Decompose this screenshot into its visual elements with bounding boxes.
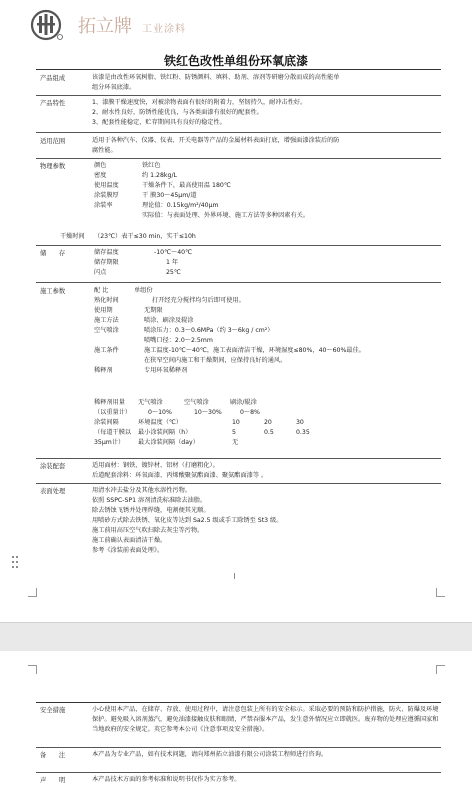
table-cell: 空气喷涂: [184, 399, 209, 406]
table-cell: 刷涂/辊涂: [230, 399, 257, 406]
table-cell: 0.5: [264, 429, 274, 436]
text-line: 用清水冲去盐分及其他水溶性污物。: [92, 487, 191, 494]
statement-text: 本产品技术方面的参考标准和说明书仅作为实方参考。: [92, 776, 241, 783]
text-line: 1、漆膜干燥速度快，对被涂物表面有很好的附着力，坚韧持久，耐冲击性好。: [92, 99, 307, 106]
param-name: 空气喷涂: [94, 327, 119, 334]
section-composition: [36, 71, 441, 96]
param-name: 储存温度: [94, 249, 119, 256]
param-name: （以重量计）: [94, 409, 132, 416]
param-name: （每道干膜以: [94, 429, 132, 436]
param-value: 理论值：0.15kg/m²/40μm: [142, 202, 219, 209]
param-name: 涂装率: [94, 202, 113, 209]
page-separator: [0, 622, 472, 652]
param-value: 喷涂压力：0.3～0.6MPa（约 3～6kg / cm²）: [144, 327, 274, 334]
param-value: 实际值：与表面处理、外界环境、施工方法等多种因素有关。: [142, 212, 310, 219]
param-value: 在狭窄空间内施工和干燥期间，应保持良好的通风。: [144, 357, 287, 364]
section-label: 备 注: [40, 752, 66, 759]
param-value: 25℃: [166, 269, 181, 276]
table-cell: 5: [232, 429, 236, 436]
param-value: 喷涂、刷涂及辊涂: [144, 317, 194, 324]
table-cell: 20: [264, 419, 272, 426]
document-page-2: [0, 651, 472, 806]
param-value: 干燥条件下，最高使用温 180℃: [142, 182, 231, 189]
section-physical: [36, 159, 441, 246]
param-name: 涂装间隔: [94, 419, 119, 426]
crop-mark-icon: [436, 665, 445, 674]
section-statement: [36, 773, 441, 793]
param-name: 密度: [94, 172, 107, 179]
page-tick-mark: [234, 573, 235, 579]
section-label: 产品组成: [40, 75, 66, 82]
brand-subtitle: 工业涂料: [142, 24, 186, 35]
section-scope: [36, 134, 441, 159]
brand-header: [30, 8, 330, 44]
param-name: 稀释剂: [94, 367, 113, 374]
text-line: 组分环氧底漆。: [92, 84, 136, 91]
section-surface: [36, 484, 441, 570]
table-cell: 无: [232, 439, 239, 446]
text-line: 参考《涂装前表面处理》。: [92, 547, 164, 554]
param-value: 干 膜30～45μm/道: [142, 192, 197, 199]
param-value: 喷嘴口径：2.0～2.5mm: [144, 337, 213, 344]
section-storage: [36, 246, 441, 283]
param-value: 单组份: [134, 287, 153, 294]
param-name: 配 比: [94, 287, 109, 294]
section-label: 产品特性: [40, 100, 66, 107]
table-cell: 0～8%: [240, 409, 260, 416]
param-name: 颜色: [94, 162, 107, 169]
section-note: [36, 748, 441, 773]
table-cell: 最大涂装间隔（day）: [138, 439, 199, 446]
table-cell: 10～30%: [194, 409, 222, 416]
text-line: 施工前确认表面清洁干燥。: [92, 537, 167, 544]
param-value: -10℃～40℃: [154, 249, 193, 256]
text-line: 适用面材：钢铁、镀锌材、铝材（打磨粗化）。: [92, 462, 219, 469]
section-safety: [36, 703, 441, 748]
company-logo-icon: [30, 8, 64, 42]
table-cell: 环境温度（℃）: [138, 419, 183, 426]
text-line: 施工前用高压空气吹扫除去灰尘等污物。: [92, 527, 204, 534]
text-line: 用喷砂方式除去铁锈、氧化皮等达到 Sa2.5 级或手工除锈至 St3 级。: [92, 517, 283, 524]
brand-name: 拓立牌: [78, 16, 132, 37]
table-cell: 最小涂装间隔（h）: [138, 429, 192, 436]
param-name: 稀释剂用量: [94, 399, 125, 406]
section-label: 安全措施: [40, 707, 66, 714]
crop-mark-icon: [28, 665, 37, 674]
param-value: 铁红色: [142, 162, 161, 169]
param-name: 熟化时间: [94, 297, 119, 304]
safety-text: 小心使用本产品，在储存、存放、使用过程中，请注意包装上所有的安全标示。采取必要的预防和防护措施，防火、防爆及环境保护。避免吸入溶剂蒸汽，避免油漆接触皮肤和眼睛，严禁吞服本产品，发生意外情况应立即就医。废弃物的处理应遵循国家和当地政府的安全规定。英它参考本公司《注意事项及安全措施》。: [92, 706, 439, 733]
param-name: 使用期: [94, 307, 113, 314]
table-cell: 10: [232, 419, 240, 426]
text-line: 2、耐水性良好，防锈性能优良，与各类面漆有很好的配套性。: [92, 109, 263, 116]
text-line: 适用于各种汽车、仪器、仪表、开关电器等产品的金属材料表面打底，增强面漆涂装后的防: [92, 137, 340, 144]
note-text: 本产品为专业产品，如有技术问题，请向郑州拓立油漆有限公司涂装工程师进行咨询。: [92, 751, 328, 758]
section-label: 涂装配套: [40, 463, 66, 470]
section-label: 储 存: [40, 250, 66, 257]
text-line: 3、配套性能稳定，贮存期间具有良好的稳定性。: [92, 119, 226, 126]
param-value: 1 年: [166, 259, 179, 266]
param-name: 闪点: [94, 269, 107, 276]
param-name: 施工方法: [94, 317, 119, 324]
crop-mark-icon: [28, 588, 37, 597]
param-name: 储存期限: [94, 259, 119, 266]
param-name: 施工条件: [94, 347, 119, 354]
text-line: 该漆是由改性环氧树脂、铁红粉、防锈颜料、填料、助剂、溶剂等研磨分散而成的高性能单: [92, 74, 340, 81]
text-line: 除去锈蚀飞锈并处理焊缝，电割便其光顺。: [92, 507, 210, 514]
section-label: 表面处理: [40, 488, 66, 495]
param-name: 35μm计）: [94, 439, 125, 446]
table-cell: 0.35: [296, 429, 310, 436]
param-value: 约 1.28kg/L: [142, 172, 177, 179]
param-value: 专用环氧稀释剂: [144, 367, 188, 374]
param-value: 打开经充分搅拌均匀后即可使用。: [152, 297, 245, 304]
document-title: 铁红色改性单组份环氧底漆: [163, 54, 308, 68]
table-cell: 无气喷涂: [138, 399, 163, 406]
section-features: [36, 96, 441, 133]
param-value: 无期限: [144, 307, 163, 314]
section-label: 适用范围: [40, 138, 66, 145]
param-name: 涂装膜厚: [94, 192, 119, 199]
text-line: 腐性能。: [92, 147, 117, 154]
table-cell: 0～10%: [148, 409, 172, 416]
section-label: 物理参数: [40, 163, 66, 170]
drying-time: 干燥时间 （23℃）表干≤30 min，实干≤10h: [60, 233, 196, 240]
section-construction: [36, 284, 441, 459]
section-matching: [36, 459, 441, 484]
title-rule: [36, 69, 441, 70]
table-cell: 30: [296, 419, 304, 426]
section-label: 声 明: [40, 777, 66, 784]
drag-handle-icon[interactable]: [12, 556, 20, 570]
param-value: 施工温度-10℃～40℃，施工表面清洁干燥，环境湿度≤80%，40～60%最佳。: [144, 347, 365, 354]
param-name: 使用温度: [94, 182, 119, 189]
text-line: 依照 SSPC-SP1 溶剂清洗标准除去油脂。: [92, 497, 207, 504]
crop-mark-icon: [436, 588, 445, 597]
text-line: 后道配套涂料：环氧面漆、丙烯酸聚氨酯面漆、聚氨酯面漆等 。: [92, 472, 268, 479]
section-label: 施工参数: [40, 288, 66, 295]
